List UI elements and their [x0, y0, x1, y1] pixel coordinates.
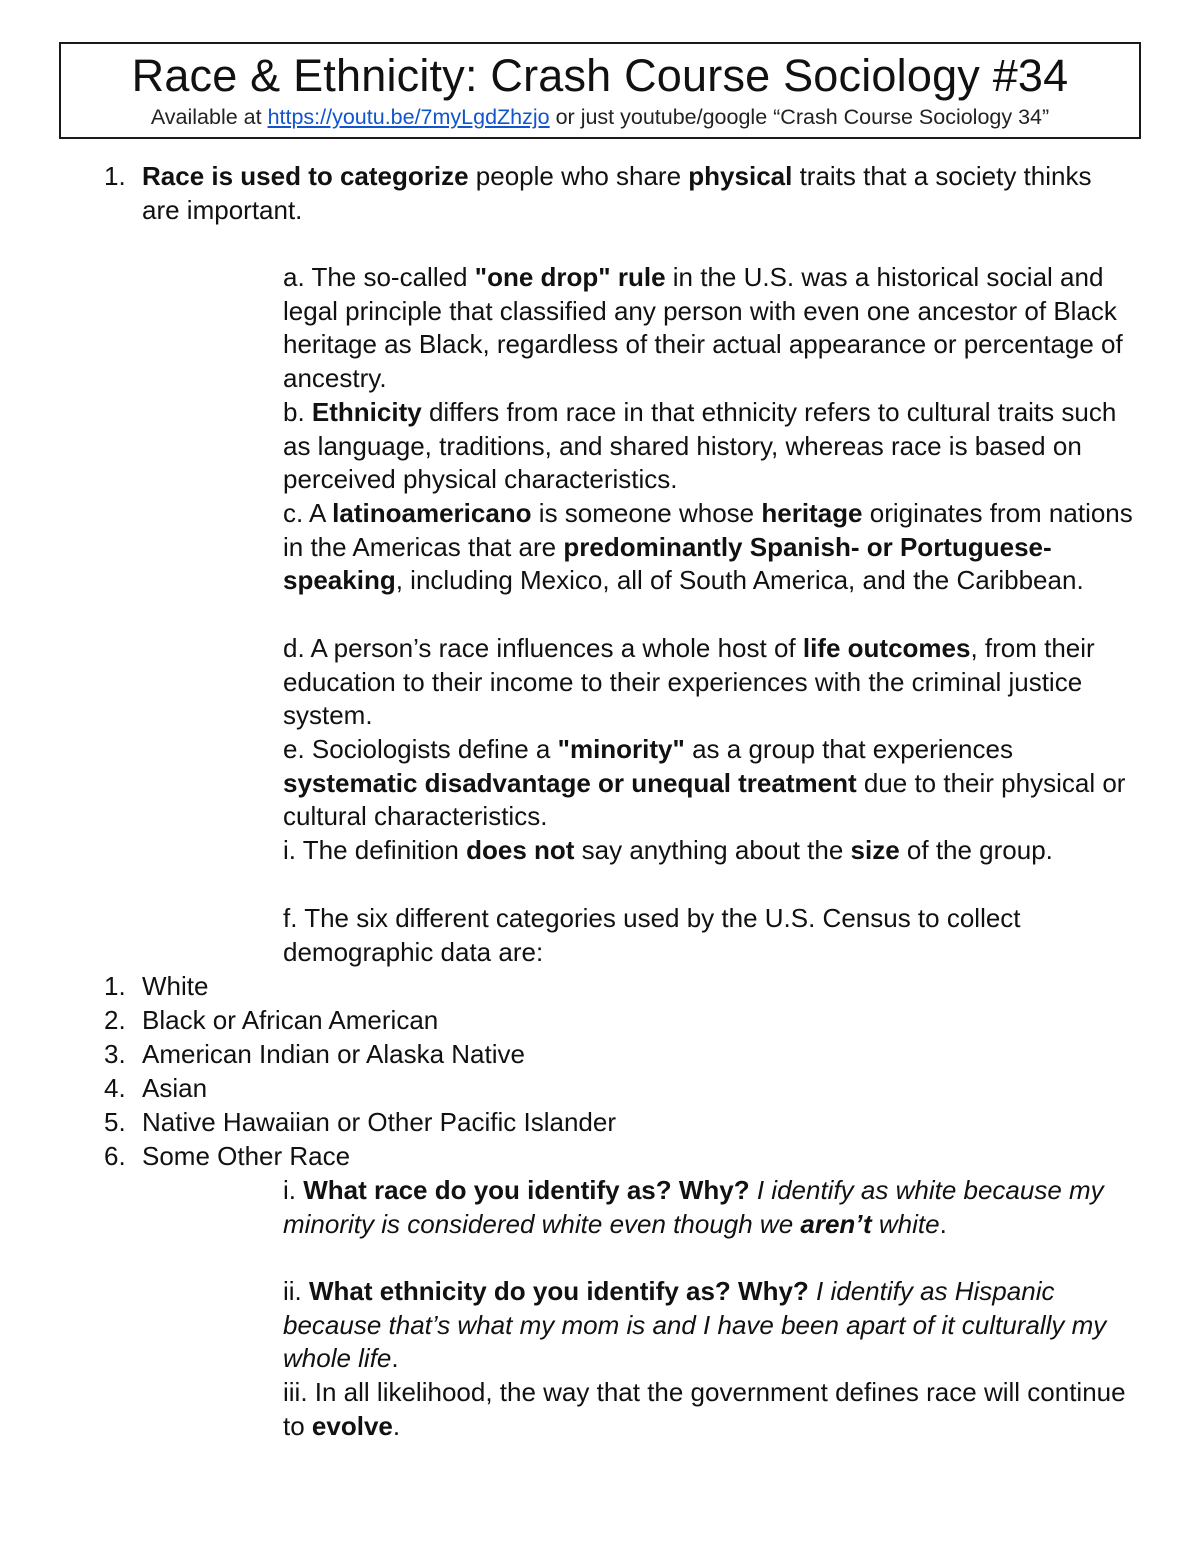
youtube-link[interactable]: https://youtu.be/7myLgdZhzjo — [267, 105, 550, 129]
available-suffix: or just youtube/google “Crash Course Sociology 34” — [549, 105, 1050, 129]
available-prefix: Available at — [150, 105, 268, 129]
point-i-definition: i. The definition does not say anything about the size of the group. — [283, 835, 1053, 865]
point-a-one-drop: a. The so-called "one drop" rule in the U.S. was a historical social and legal principle that classified any person with even one ancestor of Black heritage as Black, regardless of their actual appearance or percentage of ancestry. — [283, 262, 1123, 394]
point-f-census: f. The six different categories used by the U.S. Census to collect demographic data are: — [283, 903, 1021, 967]
point-d-life-outcomes: d. A person’s race influences a whole host of life outcomes, from their education to their income to their experiences with the criminal justice system. — [283, 633, 1095, 731]
header-box — [59, 42, 1141, 139]
document-title: Race & Ethnicity: Crash Course Sociology #34 — [131, 50, 1069, 101]
answer-race: I identify as white because my minority is considered white even though we aren’t white — [283, 1175, 1104, 1239]
source-line — [61, 103, 1139, 131]
item-1-number: 1. — [104, 161, 126, 191]
point-e-minority: e. Sociologists define a "minority" as a group that experiences systematic disadvantage or unequal treatment due to their physical or cultural characteristics. — [283, 734, 1126, 832]
question-ethnicity: ii. What ethnicity do you identify as? Why? I identify as Hispanic because that’s what my mom is and I have been apart of it culturally my whole life. — [283, 1276, 1107, 1374]
answer-ethnicity: I identify as Hispanic because that’s what my mom is and I have been apart of it culturally my whole life — [283, 1276, 1107, 1374]
point-c-latinoamericano: c. A latinoamericano is someone whose heritage originates from nations in the Americas that are predominantly Spanish- or Portuguese-speaking, including Mexico, all of South America, and the Caribbean. — [283, 498, 1133, 596]
item-1-text: Race is used to categorize people who share physical traits that a society thinks are important. — [142, 161, 1092, 225]
question-race: i. What race do you identify as? Why? I identify as white because my minority is considered white even though we aren’t white. — [283, 1175, 1104, 1239]
point-iii-evolve: iii. In all likelihood, the way that the government defines race will continue to evolve. — [283, 1377, 1126, 1441]
point-b-ethnicity: b. Ethnicity differs from race in that ethnicity refers to cultural traits such as language, traditions, and shared history, whereas race is based on perceived physical characteristics. — [283, 397, 1117, 495]
